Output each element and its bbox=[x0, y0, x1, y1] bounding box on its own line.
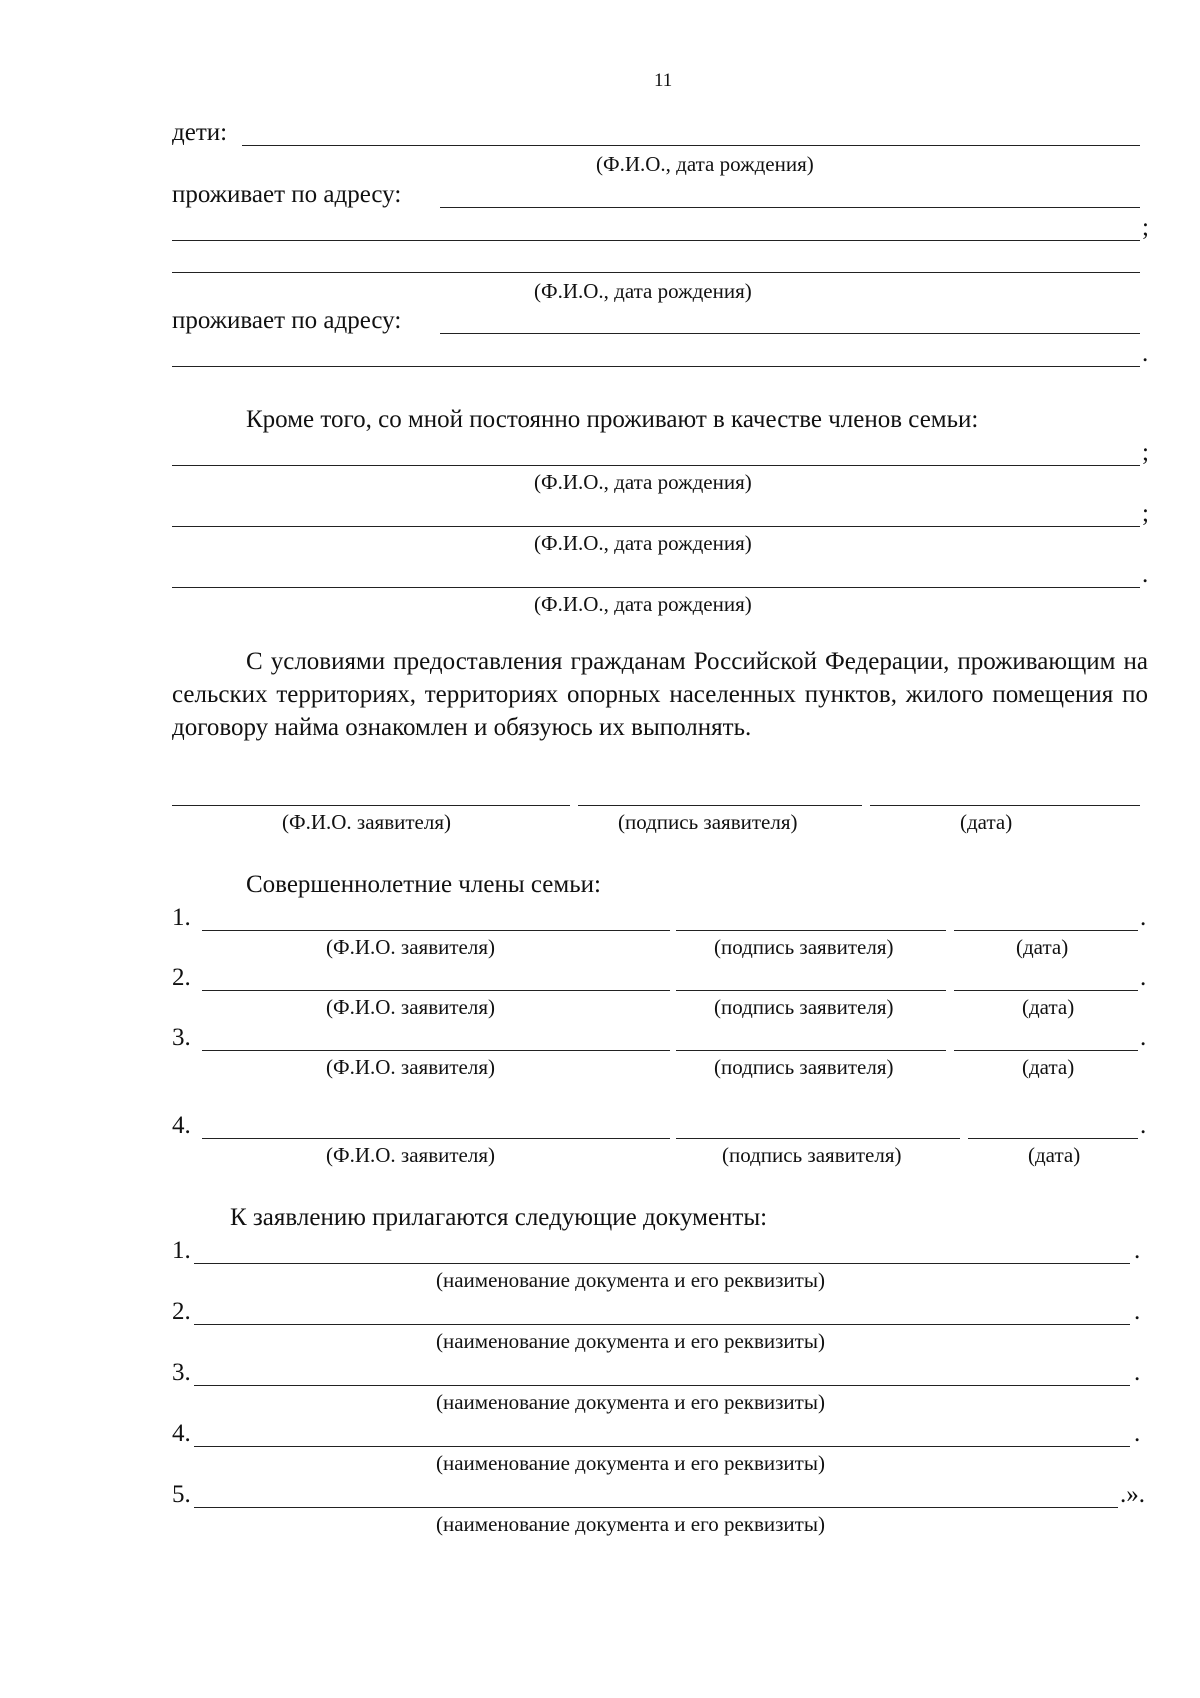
adult-row-4-date-line[interactable] bbox=[968, 1138, 1138, 1139]
adult-row-4-end: . bbox=[1140, 1112, 1147, 1139]
attachment-4-end: . bbox=[1134, 1420, 1141, 1447]
address-label-2: проживает по адресу: bbox=[172, 307, 402, 334]
adult-row-4-sign-line[interactable] bbox=[676, 1138, 960, 1139]
adult-row-2-name-line[interactable] bbox=[202, 990, 670, 991]
adult-row-3-sign-line[interactable] bbox=[676, 1050, 946, 1051]
adult-row-4-sign-caption: (подпись заявителя) bbox=[722, 1143, 902, 1167]
child-2-name-line[interactable] bbox=[172, 272, 1140, 273]
attachment-1-line[interactable] bbox=[194, 1263, 1130, 1264]
children-label: дети: bbox=[172, 119, 228, 146]
family-caption-2: (Ф.И.О., дата рождения) bbox=[534, 531, 752, 555]
attachment-3-num: 3. bbox=[172, 1359, 191, 1386]
adult-row-3-num: 3. bbox=[172, 1024, 191, 1051]
children-caption-2: (Ф.И.О., дата рождения) bbox=[534, 279, 752, 303]
adult-row-1-date-caption: (дата) bbox=[1016, 935, 1069, 959]
adult-row-1-name-line[interactable] bbox=[202, 930, 670, 931]
attachments-heading: К заявлению прилагаются следующие документы: bbox=[230, 1204, 768, 1231]
address-line-2[interactable] bbox=[440, 333, 1140, 334]
adult-row-3-sign-caption: (подпись заявителя) bbox=[714, 1055, 894, 1079]
attachment-1-num: 1. bbox=[172, 1237, 191, 1264]
adult-row-1-sign-caption: (подпись заявителя) bbox=[714, 935, 894, 959]
attachment-2-num: 2. bbox=[172, 1298, 191, 1325]
adult-members-heading: Совершеннолетние члены семьи: bbox=[246, 871, 601, 898]
family-caption-3: (Ф.И.О., дата рождения) bbox=[534, 592, 752, 616]
adult-row-4-name-line[interactable] bbox=[202, 1138, 670, 1139]
family-line-2-end: ; bbox=[1142, 500, 1149, 527]
adult-row-3-date-caption: (дата) bbox=[1022, 1055, 1075, 1079]
children-caption-1: (Ф.И.О., дата рождения) bbox=[596, 152, 814, 176]
adult-row-2-name-caption: (Ф.И.О. заявителя) bbox=[326, 995, 495, 1019]
adult-row-2-num: 2. bbox=[172, 964, 191, 991]
children-name-line[interactable] bbox=[242, 145, 1140, 146]
address-line-2b[interactable] bbox=[172, 366, 1140, 367]
attachment-5-num: 5. bbox=[172, 1481, 191, 1508]
family-line-1[interactable] bbox=[172, 465, 1140, 466]
adult-row-1-name-caption: (Ф.И.О. заявителя) bbox=[326, 935, 495, 959]
conditions-paragraph bbox=[172, 645, 1148, 744]
adult-row-3-date-line[interactable] bbox=[954, 1050, 1138, 1051]
family-line-2[interactable] bbox=[172, 526, 1140, 527]
adult-row-4-num: 4. bbox=[172, 1112, 191, 1139]
attachment-2-caption: (наименование документа и его реквизиты) bbox=[436, 1329, 825, 1353]
page-number: 11 bbox=[654, 70, 673, 91]
attachment-2-end: . bbox=[1134, 1298, 1141, 1325]
adult-row-1-num: 1. bbox=[172, 904, 191, 931]
adult-row-1-sign-line[interactable] bbox=[676, 930, 946, 931]
applicant-name-line[interactable] bbox=[172, 805, 570, 806]
address-line-1b[interactable] bbox=[172, 240, 1140, 241]
attachment-3-end: . bbox=[1134, 1359, 1141, 1386]
applicant-name-caption: (Ф.И.О. заявителя) bbox=[282, 810, 451, 834]
adult-row-2-date-line[interactable] bbox=[954, 990, 1138, 991]
attachment-3-line[interactable] bbox=[194, 1385, 1130, 1386]
adult-row-3-name-line[interactable] bbox=[202, 1050, 670, 1051]
conditions-text: С условиями предоставления гражданам Российской Федерации, проживающим на сельских территориях, территориях опорных населенных пунктов, жилого помещения по договору найма ознакомлен и обязуюсь их выполнять. bbox=[172, 648, 1148, 741]
attachment-5-caption: (наименование документа и его реквизиты) bbox=[436, 1512, 825, 1536]
family-line-3-end: . bbox=[1142, 561, 1149, 588]
family-intro: Кроме того, со мной постоянно проживают в качестве членов семьи: bbox=[246, 406, 979, 433]
address-2-end: . bbox=[1142, 340, 1149, 367]
adult-row-2-end: . bbox=[1140, 964, 1147, 991]
adult-row-3-name-caption: (Ф.И.О. заявителя) bbox=[326, 1055, 495, 1079]
attachment-4-line[interactable] bbox=[194, 1446, 1130, 1447]
attachment-5-line[interactable] bbox=[194, 1507, 1118, 1508]
family-caption-1: (Ф.И.О., дата рождения) bbox=[534, 470, 752, 494]
applicant-sign-line[interactable] bbox=[578, 805, 862, 806]
attachment-1-end: . bbox=[1134, 1237, 1141, 1264]
adult-row-2-sign-line[interactable] bbox=[676, 990, 946, 991]
family-line-3[interactable] bbox=[172, 587, 1140, 588]
address-line-1[interactable] bbox=[440, 207, 1140, 208]
adult-row-3-end: . bbox=[1140, 1024, 1147, 1051]
applicant-date-caption: (дата) bbox=[960, 810, 1013, 834]
applicant-sign-caption: (подпись заявителя) bbox=[618, 810, 798, 834]
family-line-1-end: ; bbox=[1142, 439, 1149, 466]
attachment-4-caption: (наименование документа и его реквизиты) bbox=[436, 1451, 825, 1475]
adult-row-4-name-caption: (Ф.И.О. заявителя) bbox=[326, 1143, 495, 1167]
attachment-1-caption: (наименование документа и его реквизиты) bbox=[436, 1268, 825, 1292]
address-label-1: проживает по адресу: bbox=[172, 181, 402, 208]
attachment-2-line[interactable] bbox=[194, 1324, 1130, 1325]
adult-row-4-date-caption: (дата) bbox=[1028, 1143, 1081, 1167]
applicant-date-line[interactable] bbox=[870, 805, 1140, 806]
adult-row-2-date-caption: (дата) bbox=[1022, 995, 1075, 1019]
attachment-4-num: 4. bbox=[172, 1420, 191, 1447]
address-1-end: ; bbox=[1142, 214, 1149, 241]
adult-row-1-end: . bbox=[1140, 904, 1147, 931]
adult-row-2-sign-caption: (подпись заявителя) bbox=[714, 995, 894, 1019]
attachment-3-caption: (наименование документа и его реквизиты) bbox=[436, 1390, 825, 1414]
attachment-5-end: .». bbox=[1120, 1481, 1145, 1508]
adult-row-1-date-line[interactable] bbox=[954, 930, 1138, 931]
